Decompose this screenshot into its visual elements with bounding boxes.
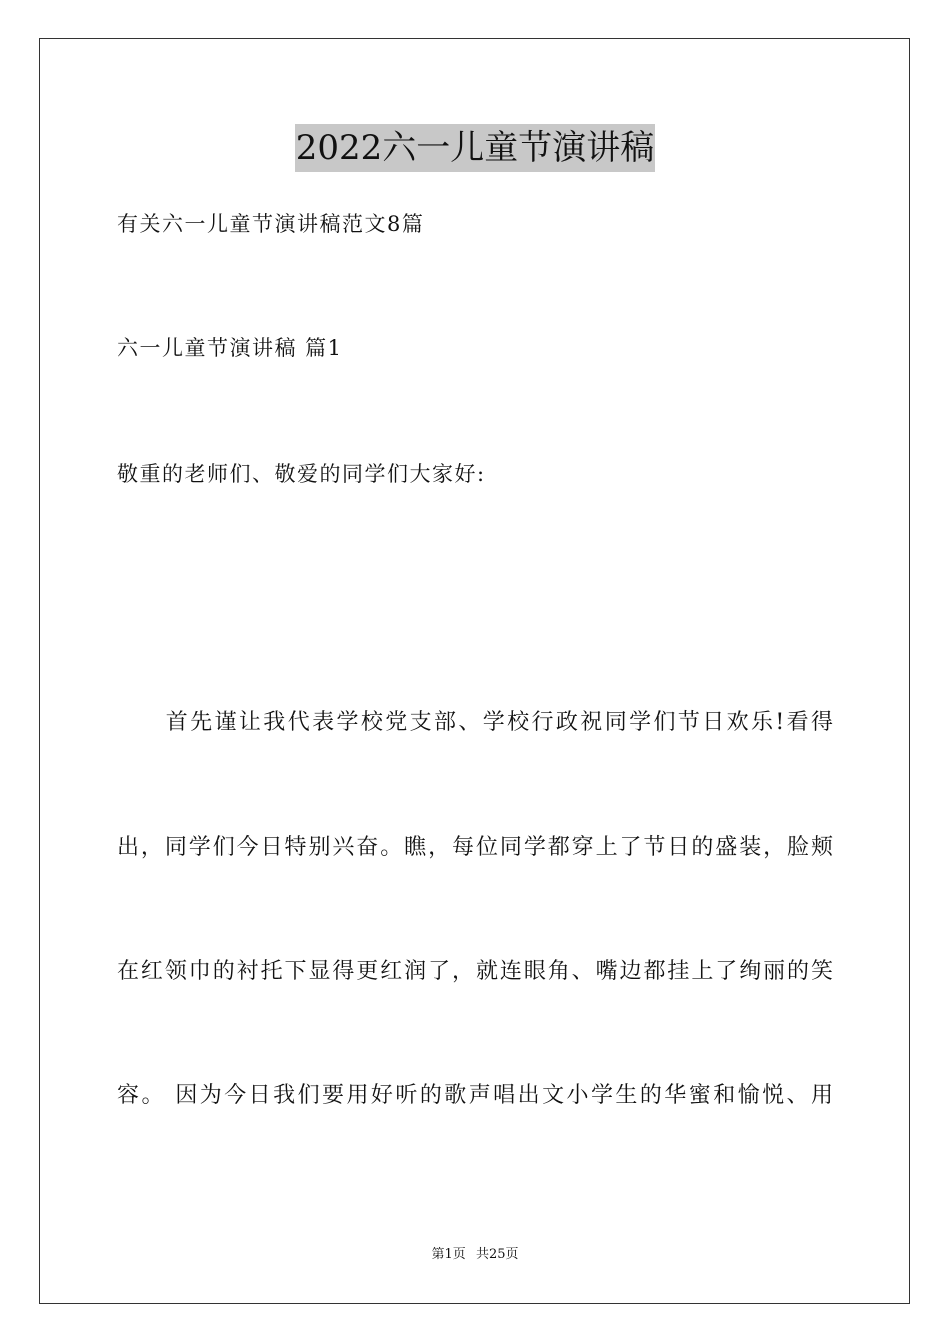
page-footer bbox=[0, 1245, 950, 1265]
total-pages: 共25页 bbox=[475, 1247, 519, 1262]
title-container bbox=[0, 124, 950, 172]
paragraph-line: 容。 因为今日我们要用好听的歌声唱出文小学生的华蜜和愉悦、用 bbox=[117, 1083, 833, 1108]
paragraph-line: 出，同学们今日特别兴奋。瞧，每位同学都穿上了节日的盛装，脸颊 bbox=[117, 835, 833, 860]
document-title: 2022六一儿童节演讲稿 bbox=[295, 124, 656, 172]
document-subtitle: 有关六一儿童节演讲稿范文8篇 bbox=[117, 212, 425, 236]
section-heading: 六一儿童节演讲稿 篇1 bbox=[117, 336, 343, 360]
paragraph-line: 首先谨让我代表学校党支部、学校行政祝同学们节日欢乐!看得 bbox=[117, 710, 833, 735]
current-page-number: 第1页 bbox=[431, 1247, 466, 1262]
greeting-line: 敬重的老师们、敬爱的同学们大家好: bbox=[117, 462, 486, 486]
paragraph-line: 在红领巾的衬托下显得更红润了，就连眼角、嘴边都挂上了绚丽的笑 bbox=[117, 959, 833, 984]
